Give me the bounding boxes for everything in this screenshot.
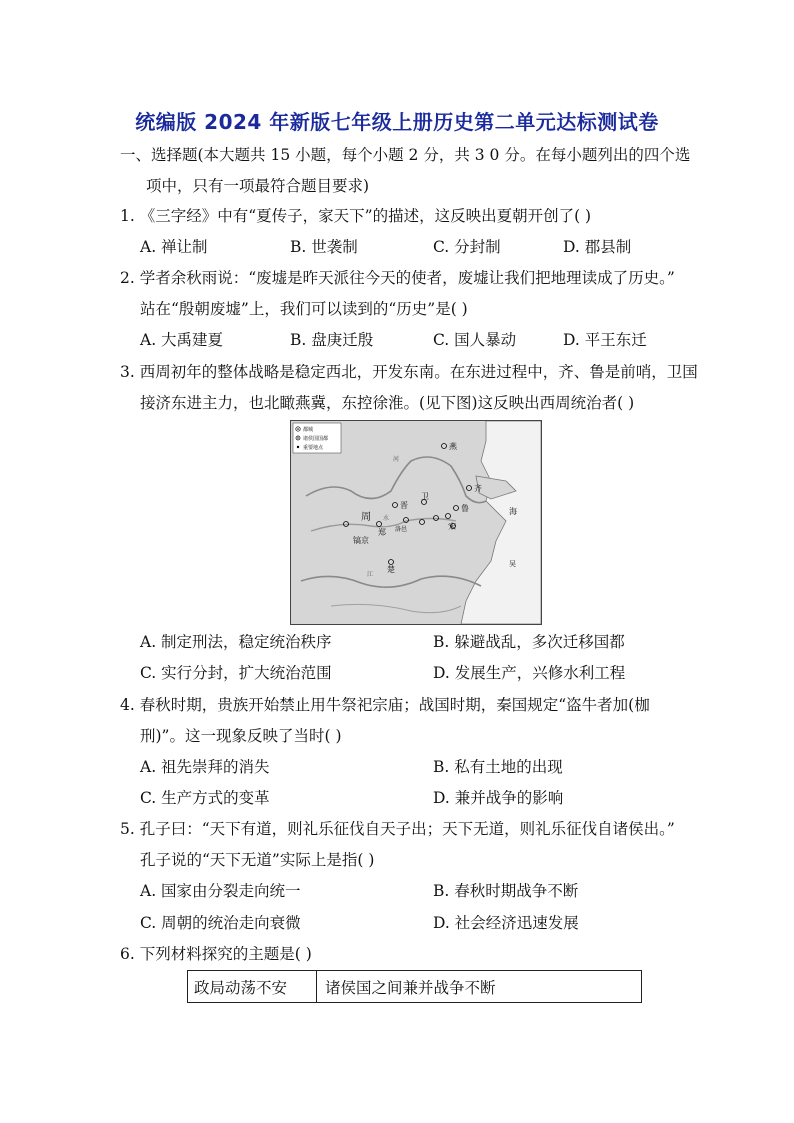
map-label-luoyi: 洛邑: [395, 526, 408, 533]
question-4-stem-line1: 4. 春秋时期，贵族开始禁止用牛祭祀宗庙；战国时期，秦国规定“盗牛者加(枷: [120, 696, 650, 714]
question-3-option-c[interactable]: C. 实行分封，扩大统治范围: [140, 664, 332, 682]
question-3-option-d[interactable]: D. 发展生产，兴修水利工程: [433, 664, 626, 682]
map-label-chu: 楚: [387, 565, 395, 574]
question-4-option-c[interactable]: C. 生产方式的变革: [140, 789, 270, 807]
question-4-option-d[interactable]: D. 兼并战争的影响: [433, 789, 564, 807]
map-label-qi: 齐: [474, 484, 482, 493]
question-5-option-b[interactable]: B. 春秋时期战争不断: [433, 882, 579, 900]
table-cell-topic: 政局动荡不安: [188, 971, 317, 1002]
question-5-stem-line2: 孔子说的“天下无道”实际上是指( ): [140, 851, 375, 869]
question-2-option-c[interactable]: C. 国人暴动: [433, 331, 517, 349]
section-heading-line1: 一、选择题(本大题共 15 小题，每个小题 2 分，共 3 0 分。在每小题列出的四个选: [120, 146, 691, 164]
map-label-river: 河: [393, 456, 400, 463]
question-3-stem-line1: 3. 西周初年的整体战略是稳定西北，开发东南。在东进过程中，齐、鲁是前哨，卫国: [120, 363, 698, 381]
western-zhou-map: [290, 420, 542, 625]
question-6-table: [187, 970, 642, 1003]
map-label-sea: 海: [509, 507, 517, 516]
map-label-zhou: 周: [361, 512, 371, 523]
question-4-stem-line2: 刑)”。这一现象反映了当时( ): [140, 727, 342, 745]
question-3-option-b[interactable]: B. 躲避战乱，多次迁移国都: [433, 633, 625, 651]
page-title: 统编版 2024 年新版七年级上册历史第二单元达标测试卷: [135, 110, 659, 134]
question-5-stem-line1: 5. 孔子曰：“天下有道，则礼乐征伐自天子出；天下无道，则礼乐征伐自诸侯出。”: [120, 820, 675, 838]
question-1-option-c[interactable]: C. 分封制: [433, 238, 501, 256]
question-3-stem-line2: 接济东进主力，也北瞰燕冀，东控徐淮。(见下图)这反映出西周统治者( ): [140, 394, 635, 412]
question-6-stem: 6. 下列材料探究的主题是( ): [120, 945, 312, 963]
question-2-stem-line2: 站在“殷朝废墟”上，我们可以读到的“历史”是( ): [140, 300, 468, 318]
section-heading-line2: 项中，只有一项最符合题目要求): [146, 177, 370, 195]
map-legend-important-place: 重要地点: [303, 445, 324, 451]
question-5-option-a[interactable]: A. 国家由分裂走向统一: [140, 882, 301, 900]
map-label-zheng: 郑: [378, 528, 386, 537]
question-2-option-b[interactable]: B. 盘庚迁殷: [290, 331, 374, 349]
question-2-stem-line1: 2. 学者余秋雨说：“废墟是昨天派往今天的使者，废墟让我们把地理读成了历史。”: [120, 269, 675, 287]
map-label-haojing: 镐京: [353, 536, 369, 545]
question-1-option-b[interactable]: B. 世袭制: [290, 238, 358, 256]
question-5-option-c[interactable]: C. 周朝的统治走向衰微: [140, 914, 301, 932]
map-label-wu: 吴: [509, 560, 516, 568]
table-cell-detail: 诸侯国之间兼并战争不断: [325, 978, 496, 997]
question-1-stem: 1. 《三字经》中有“夏传子，家天下”的描述，这反映出夏朝开创了( ): [120, 207, 592, 225]
question-4-option-b[interactable]: B. 私有土地的出现: [433, 758, 563, 776]
question-1-option-a[interactable]: A. 禅让制: [140, 238, 208, 256]
question-2-option-a[interactable]: A. 大禹建夏: [140, 331, 224, 349]
question-3-option-a[interactable]: A. 制定刑法，稳定统治秩序: [140, 633, 332, 651]
question-2-option-d[interactable]: D. 平王东迁: [563, 331, 647, 349]
map-label-water: 水: [383, 515, 390, 522]
map-legend-vassal-capital: 诸侯国国都: [303, 436, 329, 442]
question-5-option-d[interactable]: D. 社会经济迅速发展: [433, 914, 579, 932]
question-4-option-a[interactable]: A. 祖先崇拜的消失: [140, 758, 270, 776]
map-label-jin: 晋: [400, 501, 408, 510]
map-label-yan: 燕: [449, 442, 457, 451]
map-label-lu: 鲁: [461, 504, 469, 513]
map-label-song: 宋: [448, 522, 456, 531]
map-label-wei: 卫: [421, 492, 429, 501]
map-legend-capital: 都城: [303, 427, 314, 433]
map-label-jiang: 江: [367, 571, 374, 578]
question-1-option-d[interactable]: D. 郡县制: [563, 238, 632, 256]
